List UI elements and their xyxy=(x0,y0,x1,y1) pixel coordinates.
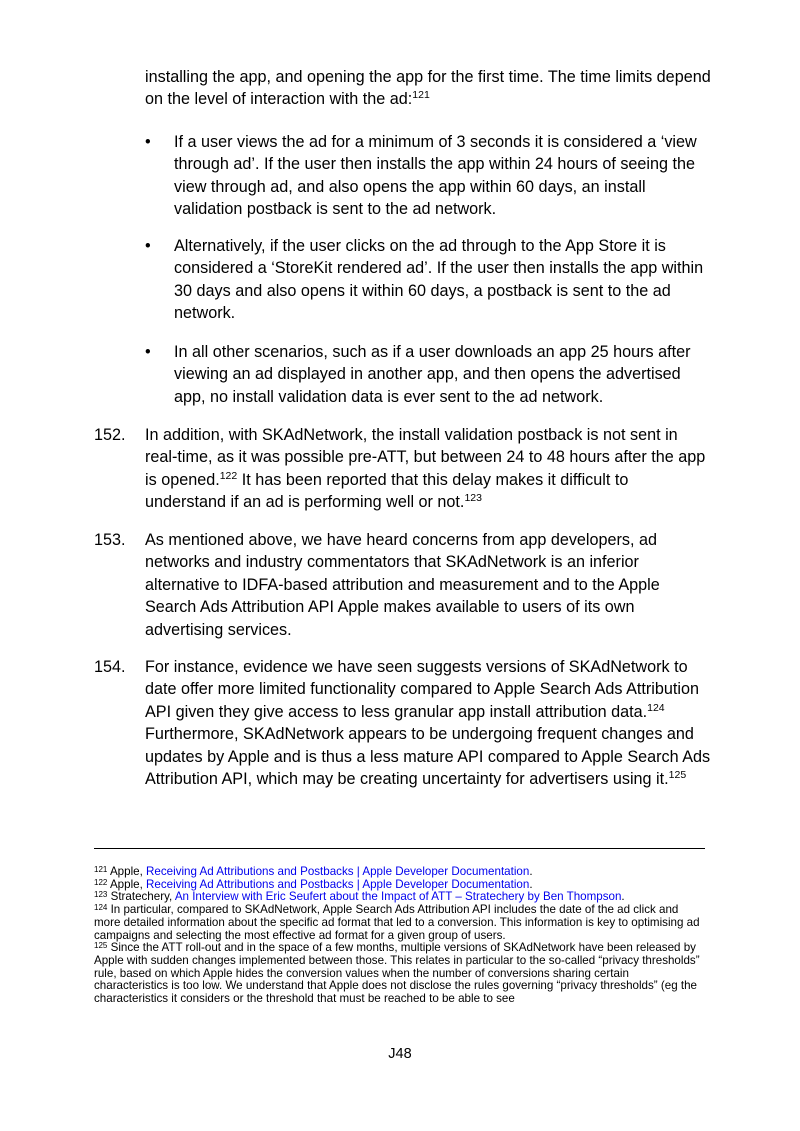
intro-paragraph xyxy=(145,66,715,111)
footnotes xyxy=(94,866,706,1006)
bullet-icon: • xyxy=(145,237,151,255)
footnote-link[interactable]: Receiving Ad Attributions and Postbacks | Apple Developer Documentation xyxy=(146,865,530,878)
footnote-ref-121: 121 xyxy=(412,89,430,102)
footnote-125 xyxy=(94,942,706,1006)
paragraph-text xyxy=(145,424,711,514)
paragraph-154 xyxy=(94,656,714,816)
paragraph-text: As mentioned above, we have heard concerns from app developers, ad networks and industry commentators that SKAdNetwork is an inferior alternative to IDFA-based attribution and measurement and to the Apple Search Ads Attribution API Apple makes available to users of its own advertising services. xyxy=(145,531,660,639)
footnote-text: Since the ATT roll-out and in the space of a few months, multiple versions of SKAdNetwork have been released by Apple with sudden changes implemented between those. This relates in particular to the so-called “privacy thresholds” rule, based on which Apple hides the conversion values when the number of conversions sharing certain characteristics is too low. We understand that Apple does not disclose the rules governing “privacy thresholds” (eg the characteristics it considers or the threshold that must be reached to be able to see xyxy=(94,941,700,1006)
paragraph-text-part: For instance, evidence we have seen suggests versions of SKAdNetwork to date offer more limited functionality compared to Apple Search Ads Attribution API given they give access to less granular app install attribution data. xyxy=(145,658,699,721)
paragraph-text-part: It has been reported that this delay makes it difficult to understand if an ad is performing well or not. xyxy=(145,470,629,512)
footnote-link[interactable]: An Interview with Eric Seufert about the Impact of ATT – Stratechery by Ben Thompson xyxy=(174,890,622,904)
footnote-number: 122 xyxy=(94,877,108,887)
bullet-text: In all other scenarios, such as if a user downloads an app 25 hours after viewing an ad displayed in another app, and then opens the advertised app, no install validation data is ever sent to the ad network. xyxy=(174,343,691,406)
footnote-text: In particular, compared to SKAdNetwork, Apple Search Ads Attribution API includes the date of the ad click and more detailed information about the specific ad format that led to a conversion. This information is key to optimising ad campaigns and selecting the most effective ad format for a given group of users. xyxy=(94,903,700,942)
bullet-icon: • xyxy=(145,343,151,361)
paragraph-number: 153. xyxy=(94,531,126,549)
footnote-source: Apple, xyxy=(107,877,147,891)
bullet-text: Alternatively, if the user clicks on the ad through to the App Store it is considered a ‘StoreKit rendered ad’. If the user then installs the app within 30 days and also opens it within 60 days, a postback is sent to the ad network. xyxy=(174,237,704,323)
paragraph-152 xyxy=(94,424,714,514)
footnote-source: Apple, xyxy=(107,865,147,878)
footnote-divider xyxy=(94,848,705,849)
footnote-number: 121 xyxy=(94,865,108,874)
paragraph-number: 152. xyxy=(94,426,126,444)
footnote-number: 124 xyxy=(94,903,108,913)
footnote-ref-123: 123 xyxy=(464,492,482,505)
intro-text: installing the app, and opening the app for the first time. The time limits depend on the level of interaction with the ad: xyxy=(145,68,711,109)
paragraph-text-part: In addition, with SKAdNetwork, the install validation postback is not sent in real-time, as it was possible pre-ATT, but between 24 to 48 hours after the app is opened. xyxy=(145,426,706,489)
paragraph-text-part: Furthermore, SKAdNetwork appears to be undergoing frequent changes and updates by Apple and is thus a less mature API compared to Apple Search Ads Attribution API, which may be creating uncertainty for advertisers using it. xyxy=(145,725,711,789)
bullet-item xyxy=(145,235,715,325)
footnote-number: 125 xyxy=(94,941,108,951)
footnote-ref-124: 124 xyxy=(647,701,665,714)
footnote-punctuation: . xyxy=(529,877,533,891)
bullet-item xyxy=(145,131,715,221)
footnote-number: 123 xyxy=(94,890,108,900)
bullet-icon: • xyxy=(145,133,151,151)
paragraph-153 xyxy=(94,529,714,641)
paragraph-number: 154. xyxy=(94,658,126,676)
footnote-punctuation: . xyxy=(529,865,533,878)
footnote-link[interactable]: Receiving Ad Attributions and Postbacks | Apple Developer Documentation xyxy=(146,877,530,891)
bullet-item xyxy=(145,341,715,409)
page-number: J48 xyxy=(388,1046,412,1062)
bullet-text: If a user views the ad for a minimum of 3 seconds it is considered a ‘view through ad’. If the user then installs the app within 24 hours of seeing the view through ad, and also opens the app within 60 days, an install validation postback is sent to the ad network. xyxy=(174,133,697,219)
footnote-source: Stratechery, xyxy=(107,890,175,904)
footnote-punctuation: . xyxy=(621,890,625,904)
paragraph-text xyxy=(145,656,711,790)
footnote-ref-122: 122 xyxy=(219,469,238,482)
footnote-124 xyxy=(94,904,706,942)
footnote-ref-125: 125 xyxy=(668,769,687,782)
